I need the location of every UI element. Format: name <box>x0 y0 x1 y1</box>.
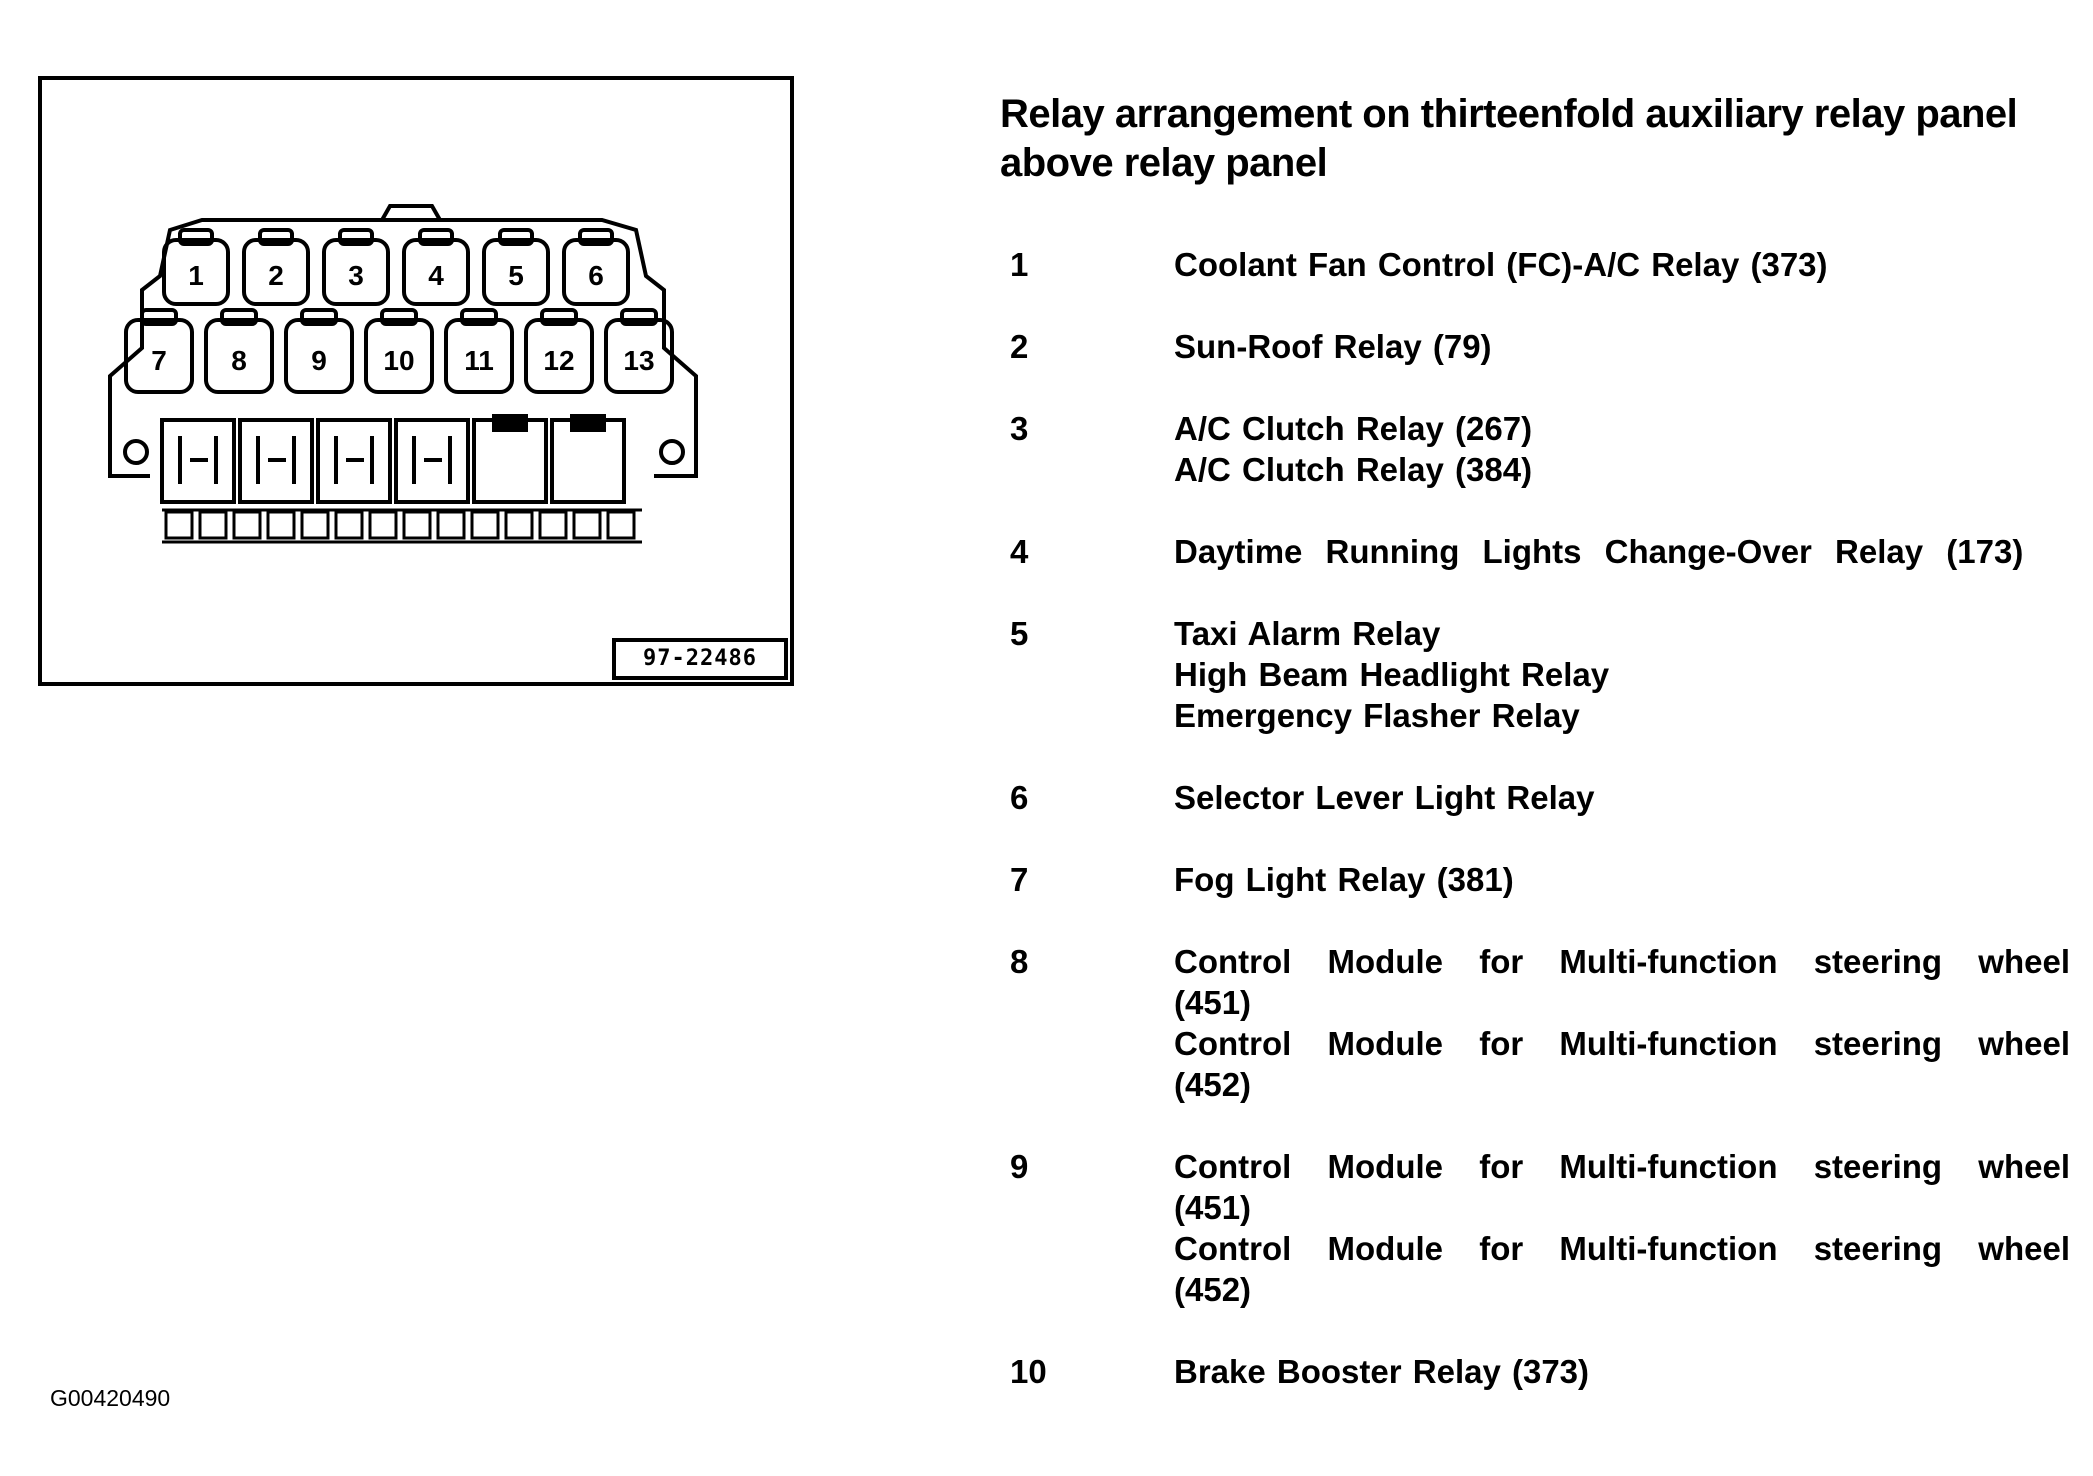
relay-slot-label: 9 <box>311 345 327 376</box>
mount-hole-left <box>125 441 147 463</box>
relay-description: Control Module for Multi-function steering wheel (451) <box>1174 943 2070 1021</box>
relay-entry <box>1000 941 2070 1105</box>
relay-slot-label: 3 <box>348 260 364 291</box>
relay-list <box>1000 244 2070 1433</box>
connector-pin <box>506 512 532 538</box>
connector-pin <box>574 512 600 538</box>
relay-entry <box>1000 408 2070 490</box>
relay-slot-label: 1 <box>188 260 204 291</box>
relay-slot-label: 7 <box>151 345 167 376</box>
connector-pin <box>302 512 328 538</box>
relay-number: 1 <box>1010 246 1029 283</box>
connector-pin <box>234 512 260 538</box>
relay-number: 9 <box>1010 1148 1029 1185</box>
panel-top-tab <box>382 206 440 220</box>
relay-entry <box>1000 859 2070 900</box>
page-title: Relay arrangement on thirteenfold auxiliary relay panel above relay panel <box>1000 92 2018 185</box>
relay-description: Brake Booster Relay (373) <box>1174 1353 1590 1390</box>
relay-entry <box>1000 613 2070 736</box>
connector-pin <box>166 512 192 538</box>
connector-pin <box>438 512 464 538</box>
relay-panel-drawing <box>42 80 790 682</box>
connector-pin <box>268 512 294 538</box>
relay-description: Taxi Alarm Relay <box>1174 615 1441 652</box>
relay-description: High Beam Headlight Relay <box>1174 656 1610 693</box>
relay-clip <box>572 416 604 430</box>
relay-number: 10 <box>1010 1353 1047 1390</box>
relay-description: Control Module for Multi-function steering wheel (452) <box>1174 1025 2070 1103</box>
relay-number: 7 <box>1010 861 1029 898</box>
relay-descriptions <box>1174 859 2070 900</box>
relay-number: 2 <box>1010 328 1029 365</box>
relay-number: 3 <box>1010 410 1029 447</box>
relay-slot-label: 6 <box>588 260 604 291</box>
relay-description: Selector Lever Light Relay <box>1174 779 1595 816</box>
relay-slot-label: 12 <box>543 345 575 376</box>
relay-description: Control Module for Multi-function steering wheel (451) <box>1174 1148 2070 1226</box>
relay-block <box>552 420 624 502</box>
relay-slot-label: 11 <box>464 345 494 376</box>
relay-description: Coolant Fan Control (FC)-A/C Relay (373) <box>1174 246 1828 283</box>
relay-slot-label: 8 <box>231 345 247 376</box>
relay-description: Emergency Flasher Relay <box>1174 697 1580 734</box>
relay-descriptions <box>1174 1146 2070 1310</box>
figure-code-label: 97-22486 <box>612 638 788 680</box>
relay-entry <box>1000 531 2070 572</box>
relay-descriptions <box>1174 777 2070 818</box>
relay-clip <box>494 416 526 430</box>
relay-descriptions <box>1174 244 2070 285</box>
relay-entry <box>1000 777 2070 818</box>
relay-number: 8 <box>1010 943 1029 980</box>
relay-description: Sun-Roof Relay (79) <box>1174 328 1492 365</box>
relay-descriptions <box>1174 941 2070 1105</box>
relay-description: A/C Clutch Relay (267) <box>1174 410 1533 447</box>
relay-descriptions <box>1174 613 2070 736</box>
relay-slot-label: 4 <box>428 260 444 291</box>
relay-number: 6 <box>1010 779 1029 816</box>
relay-description: Daytime Running Lights Change-Over Relay (173) <box>1174 533 2024 570</box>
relay-slot-label: 2 <box>268 260 284 291</box>
connector-pin <box>472 512 498 538</box>
relay-entry <box>1000 244 2070 285</box>
relay-slot-label: 10 <box>383 345 415 376</box>
connector-pin <box>540 512 566 538</box>
connector-pin <box>608 512 634 538</box>
relay-block <box>474 420 546 502</box>
relay-descriptions <box>1174 1351 2070 1392</box>
connector-pin <box>200 512 226 538</box>
relay-slot-label: 13 <box>623 345 655 376</box>
image-id-label: G00420490 <box>50 1385 171 1411</box>
relay-entry <box>1000 326 2070 367</box>
relay-number: 4 <box>1010 533 1029 570</box>
relay-slot-label: 5 <box>508 260 524 291</box>
connector-pin <box>370 512 396 538</box>
mount-hole-right <box>661 441 683 463</box>
relay-number: 5 <box>1010 615 1029 652</box>
connector-pin <box>336 512 362 538</box>
relay-descriptions <box>1174 408 2070 490</box>
relay-entry <box>1000 1351 2070 1392</box>
connector-pin <box>404 512 430 538</box>
relay-description: A/C Clutch Relay (384) <box>1174 451 1533 488</box>
relay-panel-diagram <box>38 76 794 686</box>
relay-description: Fog Light Relay (381) <box>1174 861 1514 898</box>
relay-descriptions <box>1174 531 2070 572</box>
relay-description: Control Module for Multi-function steering wheel (452) <box>1174 1230 2070 1308</box>
relay-entry <box>1000 1146 2070 1310</box>
relay-descriptions <box>1174 326 2070 367</box>
